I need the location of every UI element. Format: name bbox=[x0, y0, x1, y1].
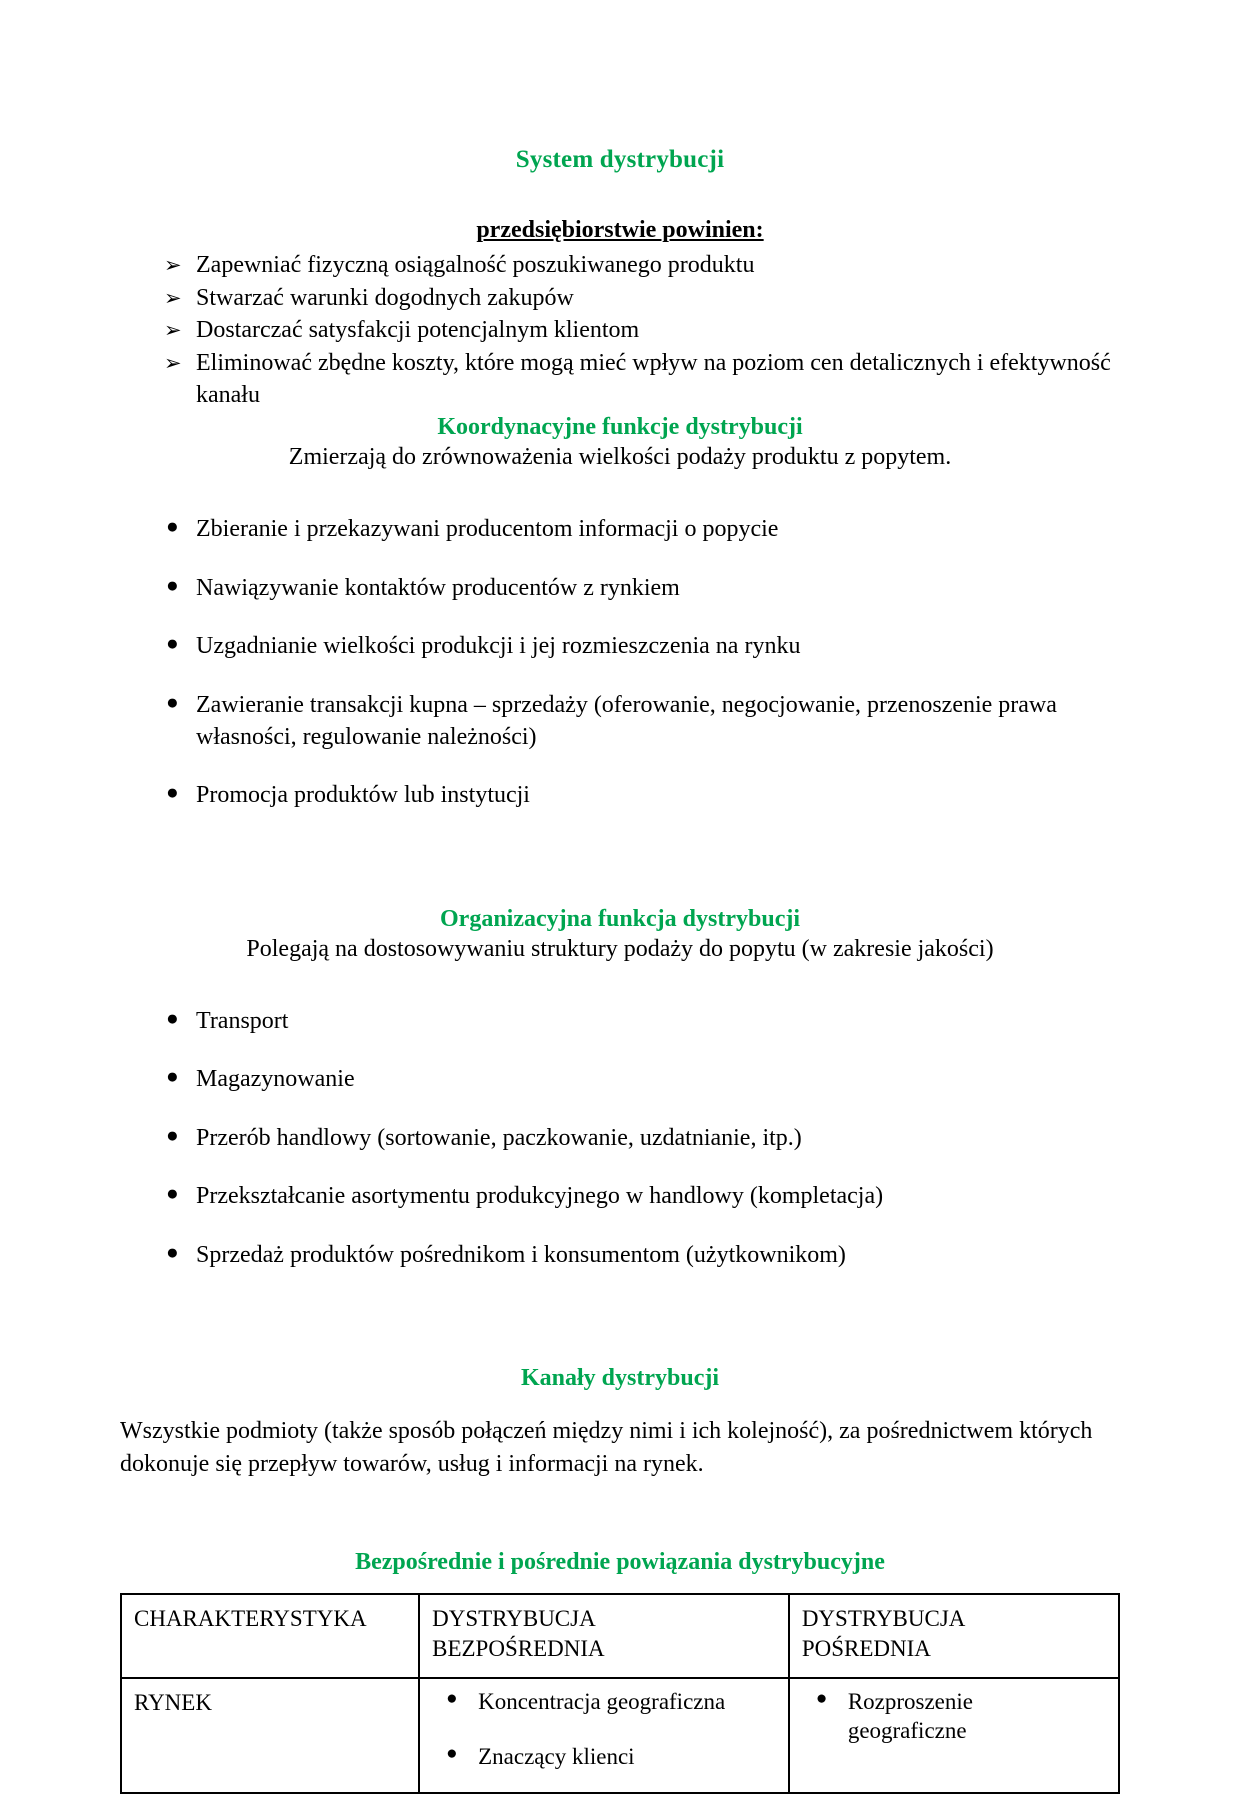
list-item bbox=[120, 572, 1120, 604]
coordination-intro: Zmierzają do zrównoważenia wielkości podaży produktu z popytem. bbox=[288, 444, 952, 471]
dot-bullet-icon: ● bbox=[446, 1688, 458, 1710]
list-item-text: Magazynowanie bbox=[196, 1066, 355, 1093]
list-item-text: Przekształcanie asortymentu produkcyjnego w handlowy (kompletacja) bbox=[196, 1183, 884, 1210]
table-cell-row-label bbox=[121, 1678, 419, 1793]
list-item-text: Stwarzać warunki dogodnych zakupów bbox=[196, 284, 574, 311]
coordination-list bbox=[120, 513, 1120, 811]
list-item bbox=[120, 630, 1120, 662]
page-title: System dystrybucji bbox=[515, 145, 725, 173]
header-line-2: BEZPOŚREDNIA bbox=[432, 1635, 605, 1661]
row-label-text: RYNEK bbox=[134, 1690, 212, 1716]
table-row bbox=[121, 1678, 1119, 1793]
list-item-text: Promocja produktów lub instytucji bbox=[196, 782, 530, 809]
table-cell-direct bbox=[419, 1678, 789, 1793]
dot-bullet-icon: ● bbox=[166, 1239, 179, 1264]
list-item-text: Koncentracja geograficzna bbox=[478, 1689, 726, 1715]
list-item-text: Uzgadnianie wielkości produkcji i jej rozmieszczenia na rynku bbox=[196, 633, 801, 660]
list-item-text: Zapewniać fizyczną osiągalność poszukiwanego produktu bbox=[196, 251, 755, 278]
list-item-text: Dostarczać satysfakcji potencjalnym klientom bbox=[196, 317, 640, 344]
organizational-list bbox=[120, 1005, 1120, 1271]
list-item bbox=[120, 250, 1120, 282]
header-line-2: POŚREDNIA bbox=[801, 1635, 931, 1661]
list-item bbox=[120, 689, 1120, 754]
requirements-heading: przedsiębiorstwie powinien: bbox=[476, 216, 764, 243]
list-item bbox=[120, 348, 1120, 411]
arrow-bullet-icon: ➢ bbox=[164, 252, 182, 277]
list-item-text: Zbieranie i przekazywani producentom informacji o popycie bbox=[196, 516, 779, 543]
dot-bullet-icon: ● bbox=[166, 1006, 179, 1031]
indirect-features-list bbox=[802, 1688, 1108, 1746]
arrow-bullet-icon: ➢ bbox=[164, 285, 182, 310]
channels-paragraph: Wszystkie podmioty (także sposób połączeń między nimi i ich kolejność), za pośrednictwem których dokonuje się przepływ towarów, usług i informacji na rynek. bbox=[120, 1417, 1093, 1478]
table-header-cell-direct bbox=[419, 1594, 789, 1678]
header-line-1: CHARAKTERYSTYKA bbox=[134, 1606, 367, 1632]
list-item bbox=[120, 779, 1120, 811]
header-line-1: DYSTRYBUCJA bbox=[801, 1606, 966, 1632]
list-item-text: Nawiązywanie kontaktów producentów z rynkiem bbox=[196, 574, 680, 601]
dot-bullet-icon: ● bbox=[166, 780, 179, 805]
list-item bbox=[120, 1180, 1120, 1212]
list-item-text-line-2: geograficzne bbox=[847, 1717, 967, 1743]
direct-features-list bbox=[432, 1688, 778, 1772]
list-item-text: Eliminować zbędne koszty, które mogą mieć wpływ na poziom cen detalicznych i efektywność kanału bbox=[196, 349, 1111, 408]
table-header-cell-characteristic bbox=[121, 1594, 419, 1678]
list-item-text-line-1: Rozproszenie bbox=[847, 1689, 973, 1715]
list-item bbox=[120, 1005, 1120, 1037]
list-item bbox=[120, 315, 1120, 347]
list-item bbox=[432, 1688, 778, 1717]
table-header-cell-indirect bbox=[789, 1594, 1119, 1678]
list-item-text: Sprzedaż produktów pośrednikom i konsumentom (użytkownikom) bbox=[196, 1241, 846, 1268]
distribution-table bbox=[120, 1593, 1120, 1793]
list-item bbox=[120, 1122, 1120, 1154]
dot-bullet-icon: ● bbox=[166, 1064, 179, 1089]
list-item-text: Przerób handlowy (sortowanie, paczkowanie, uzdatnianie, itp.) bbox=[196, 1124, 802, 1151]
channels-heading: Kanały dystrybucji bbox=[520, 1364, 720, 1391]
arrow-bullet-icon: ➢ bbox=[164, 350, 182, 375]
dot-bullet-icon: ● bbox=[446, 1742, 458, 1764]
dot-bullet-icon: ● bbox=[166, 1122, 179, 1147]
list-item-text: Znaczący klienci bbox=[478, 1743, 635, 1769]
organizational-heading: Organizacyjna funkcja dystrybucji bbox=[440, 905, 800, 932]
dot-bullet-icon: ● bbox=[166, 631, 179, 656]
dot-bullet-icon: ● bbox=[815, 1688, 828, 1710]
dot-bullet-icon: ● bbox=[166, 572, 179, 597]
document-page bbox=[0, 17, 1240, 1771]
table-section-heading: Bezpośrednie i pośrednie powiązania dystrybucyjne bbox=[355, 1549, 885, 1576]
list-item bbox=[120, 1063, 1120, 1095]
coordination-heading: Koordynacyjne funkcje dystrybucji bbox=[437, 414, 803, 441]
dot-bullet-icon: ● bbox=[166, 514, 179, 539]
dot-bullet-icon: ● bbox=[166, 1181, 179, 1206]
list-item-text: Transport bbox=[196, 1008, 289, 1035]
list-item bbox=[120, 1239, 1120, 1271]
table-cell-indirect bbox=[789, 1678, 1119, 1793]
list-item bbox=[120, 513, 1120, 545]
list-item-text: Zawieranie transakcji kupna – sprzedaży (oferowanie, negocjowanie, przenoszenie prawa własności, regulowanie należności) bbox=[196, 691, 1057, 751]
header-line-1: DYSTRYBUCJA bbox=[432, 1606, 596, 1632]
list-item bbox=[432, 1743, 778, 1772]
dot-bullet-icon: ● bbox=[166, 689, 179, 714]
list-item bbox=[802, 1688, 1108, 1746]
table-header-row bbox=[121, 1594, 1119, 1678]
requirements-list bbox=[120, 250, 1120, 411]
list-item bbox=[120, 283, 1120, 315]
organizational-intro: Polegają na dostosowywaniu struktury podaży do popytu (w zakresie jakości) bbox=[246, 935, 994, 962]
arrow-bullet-icon: ➢ bbox=[164, 318, 182, 343]
